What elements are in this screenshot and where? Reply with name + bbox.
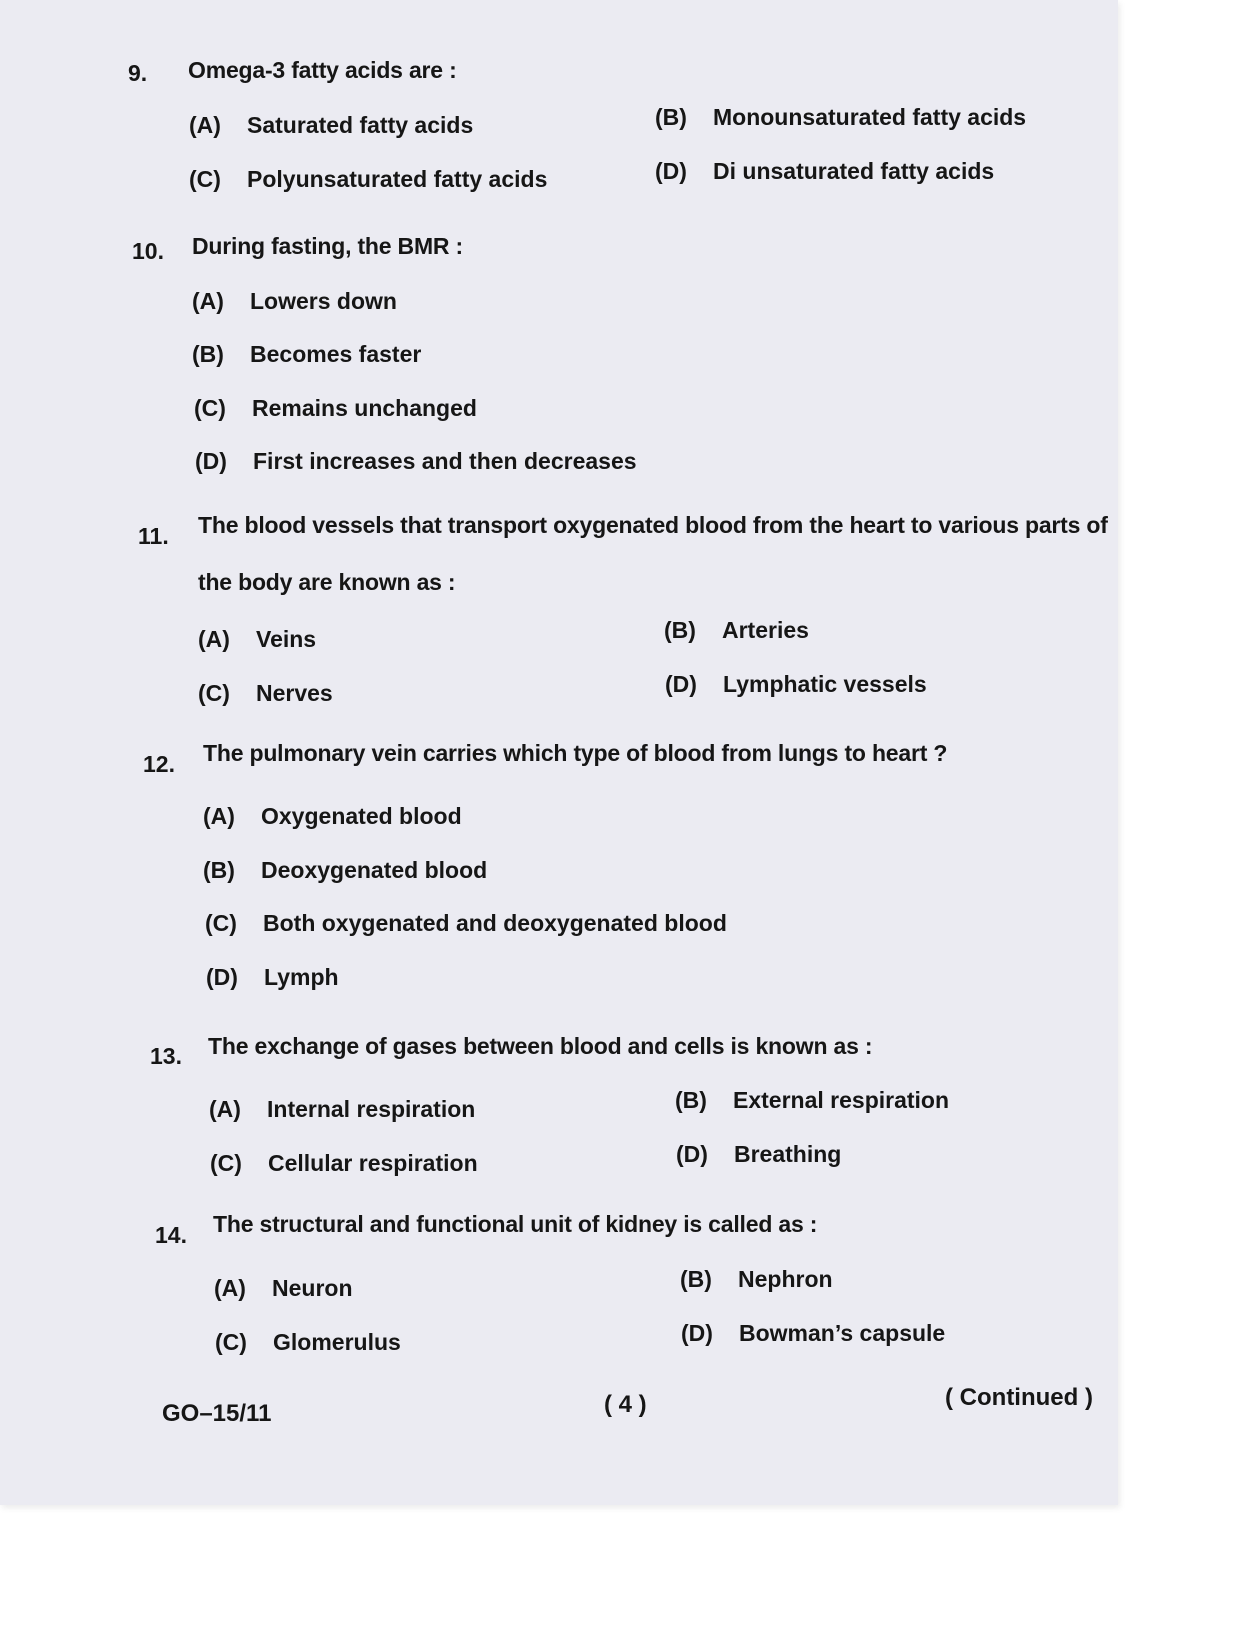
- option-text: Becomes faster: [250, 341, 422, 367]
- option-text: Lymph: [264, 964, 339, 990]
- option-text: Di unsaturated fatty acids: [713, 158, 995, 184]
- option-label: (B): [203, 857, 235, 883]
- option-c: [189, 166, 547, 193]
- option-text: Nephron: [738, 1266, 833, 1292]
- option-d: [665, 671, 927, 698]
- option-a: [209, 1096, 475, 1123]
- question-text: The pulmonary vein carries which type of blood from lungs to heart ?: [203, 740, 948, 766]
- question-number: 12.: [143, 751, 175, 777]
- option-label: (C): [189, 166, 221, 192]
- question-text-line-1: The blood vessels that transport oxygenated blood from the heart to various parts of: [198, 512, 1108, 538]
- question-number: 11.: [138, 523, 169, 549]
- option-label: (A): [214, 1275, 246, 1301]
- option-c: [194, 395, 477, 422]
- option-text: Bowman’s capsule: [739, 1320, 946, 1346]
- option-a: [203, 803, 462, 830]
- question-number: 9.: [128, 60, 148, 86]
- question-text: The exchange of gases between blood and cells is known as :: [208, 1033, 873, 1059]
- option-b: [680, 1266, 833, 1293]
- option-label: (A): [198, 626, 230, 652]
- option-text: External respiration: [733, 1087, 950, 1113]
- option-d: [195, 448, 637, 475]
- question-number: 14.: [155, 1222, 187, 1248]
- option-b: [664, 617, 809, 644]
- option-text: Oxygenated blood: [261, 803, 462, 829]
- option-text: Deoxygenated blood: [261, 857, 488, 883]
- option-a: [214, 1275, 353, 1302]
- option-c: [205, 910, 727, 937]
- option-d: [655, 158, 994, 185]
- option-text: Monounsaturated fatty acids: [713, 104, 1027, 130]
- option-text: Remains unchanged: [252, 395, 477, 421]
- option-label: (B): [680, 1266, 712, 1292]
- question-number: 13.: [150, 1043, 182, 1069]
- option-label: (C): [194, 395, 226, 421]
- question-text: The structural and functional unit of kidney is called as :: [213, 1211, 818, 1237]
- option-text: Cellular respiration: [268, 1150, 478, 1176]
- option-d: [676, 1141, 841, 1168]
- option-a: [198, 626, 316, 653]
- option-label: (D): [195, 448, 227, 474]
- question-text-line-2: the body are known as :: [198, 569, 456, 595]
- continued-label: ( Continued ): [945, 1384, 1093, 1411]
- option-label: (C): [205, 910, 237, 936]
- option-label: (D): [206, 964, 238, 990]
- option-label: (A): [189, 112, 221, 138]
- question-text: Omega-3 fatty acids are :: [188, 57, 457, 83]
- option-c: [210, 1150, 478, 1177]
- option-c: [215, 1329, 401, 1356]
- option-text: Polyunsaturated fatty acids: [247, 166, 548, 192]
- option-d: [681, 1320, 945, 1347]
- option-text: Neuron: [272, 1275, 353, 1301]
- option-label: (B): [655, 104, 687, 130]
- option-text: Nerves: [256, 680, 333, 706]
- paper-code: GO–15/11: [162, 1400, 272, 1427]
- option-label: (D): [681, 1320, 713, 1346]
- option-label: (B): [664, 617, 696, 643]
- option-label: (A): [192, 288, 224, 314]
- page-number: ( 4 ): [604, 1391, 647, 1418]
- option-b: [192, 341, 421, 368]
- option-text: Arteries: [722, 617, 809, 643]
- option-label: (B): [192, 341, 224, 367]
- question-text: During fasting, the BMR :: [192, 233, 463, 259]
- option-b: [655, 104, 1026, 131]
- option-label: (A): [203, 803, 235, 829]
- option-text: First increases and then decreases: [253, 448, 637, 474]
- option-label: (C): [210, 1150, 242, 1176]
- option-text: Both oxygenated and deoxygenated blood: [263, 910, 727, 936]
- option-label: (C): [215, 1329, 247, 1355]
- option-a: [189, 112, 473, 139]
- option-label: (B): [675, 1087, 707, 1113]
- option-text: Glomerulus: [273, 1329, 401, 1355]
- option-b: [203, 857, 487, 884]
- option-text: Lymphatic vessels: [723, 671, 927, 697]
- option-text: Lowers down: [250, 288, 397, 314]
- option-d: [206, 964, 339, 991]
- option-label: (A): [209, 1096, 241, 1122]
- option-label: (D): [676, 1141, 708, 1167]
- option-b: [675, 1087, 949, 1114]
- option-a: [192, 288, 397, 315]
- question-number: 10.: [132, 238, 164, 264]
- option-c: [198, 680, 333, 707]
- option-text: Veins: [256, 626, 317, 652]
- option-text: Internal respiration: [267, 1096, 476, 1122]
- option-label: (D): [655, 158, 687, 184]
- option-label: (D): [665, 671, 697, 697]
- option-text: Saturated fatty acids: [247, 112, 474, 138]
- option-label: (C): [198, 680, 230, 706]
- option-text: Breathing: [734, 1141, 842, 1167]
